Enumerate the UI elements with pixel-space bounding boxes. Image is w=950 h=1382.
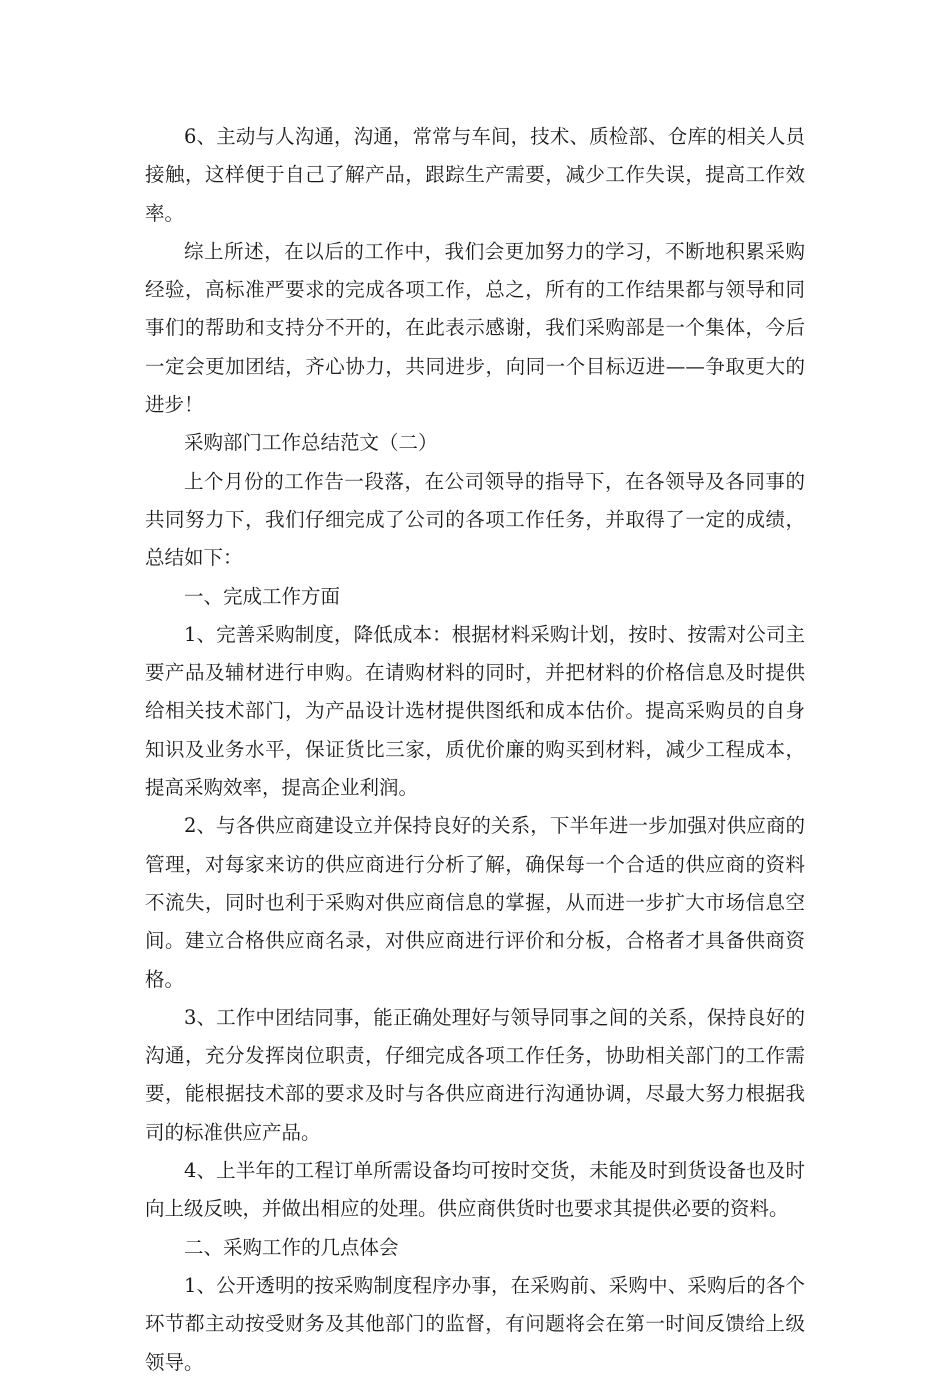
paragraph-item-2: 2、与各供应商建设立并保持良好的关系，下半年进一步加强对供应商的管理，对每家来访的供应商进行分析了解，确保每一个合适的供应商的资料不流失，同时也利于采购对供应商信息的掌握，从而进一步扩大市场信息空间。建立合格供应商名录，对供应商进行评价和分板，合格者才具备供商资格。 [145, 814, 805, 991]
paragraph-item-3: 3、工作中团结同事，能正确处理好与领导同事之间的关系，保持良好的沟通，充分发挥岗位职责，仔细完成各项工作任务，协助相关部门的工作需要，能根据技术部的要求及时与各供应商进行沟通协调，尽最大努力根据我司的标准供应产品。 [145, 1005, 805, 1144]
heading-experience: 二、采购工作的几点体会 [184, 1235, 399, 1259]
section-title: 采购部门工作总结范文（二） [184, 431, 438, 455]
paragraph-item-4: 4、上半年的工程订单所需设备均可按时交货，未能及时到货设备也及时向上级反映，并做出相应的处理。供应商供货时也要求其提供必要的资料。 [145, 1159, 805, 1221]
paragraph-summary: 综上所述，在以后的工作中，我们会更加努力的学习，不断地积累采购经验，高标准严要求的完成各项工作，总之，所有的工作结果都与领导和同事们的帮助和支持分不开的，在此表示感谢，我们采购部是一个集体，今后一定会更加团结，齐心协力，共同进步，向同一个目标迈进——争取更大的进步！ [145, 239, 805, 417]
paragraph-item-6: 6、主动与人沟通，沟通，常常与车间，技术、质检部、仓库的相关人员接触，这样便于自己了解产品，跟踪生产需要，减少工作失误，提高工作效率。 [145, 125, 805, 225]
paragraph-experience-1: 1、公开透明的按采购制度程序办事，在采购前、采购中、采购后的各个环节都主动按受财务及其他部门的监督，有问题将会在第一时间反馈给上级领导。 [145, 1273, 805, 1374]
heading-work-completed: 一、完成工作方面 [184, 584, 341, 608]
paragraph-intro: 上个月份的工作告一段落，在公司领导的指导下，在各领导及各同事的共同努力下，我们仔细完成了公司的各项工作任务，并取得了一定的成绩，总结如下： [145, 469, 805, 570]
document-body [145, 118, 805, 1382]
paragraph-item-1: 1、完善采购制度，降低成本：根据材料采购计划，按时、按需对公司主要产品及辅材进行申购。在请购材料的同时，并把材料的价格信息及时提供给相关技术部门，为产品设计选材提供图纸和成本估价。提高采购员的自身知识及业务水平，保证货比三家，质优价廉的购买到材料，减少工程成本，提高采购效率，提高企业利润。 [145, 622, 805, 800]
